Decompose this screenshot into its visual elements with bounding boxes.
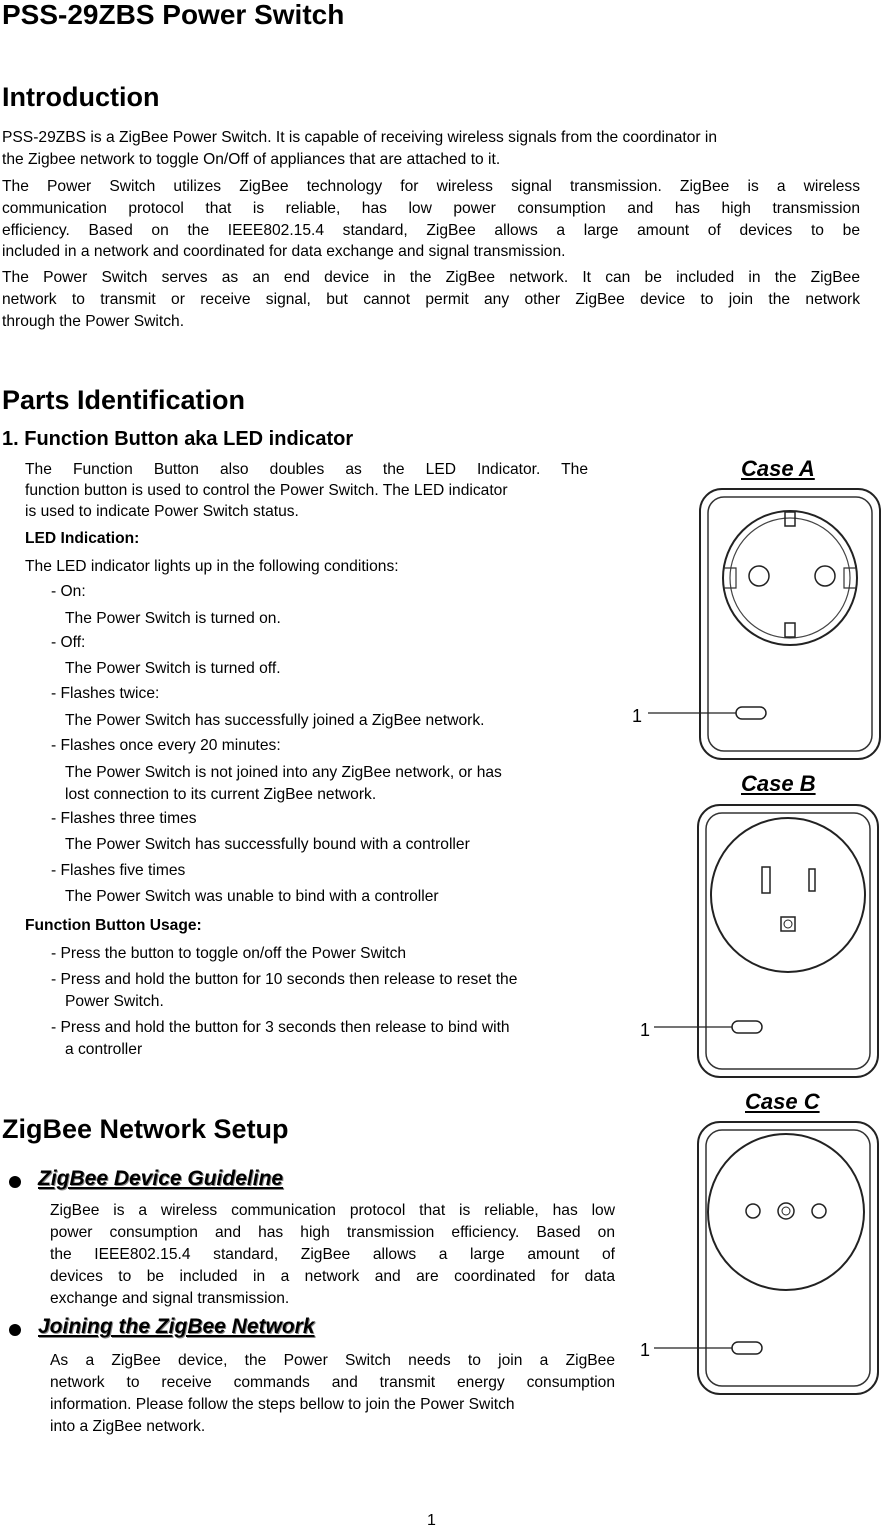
text-line: the Zigbee network to toggle On/Off of appliances that are attached to it.: [2, 151, 501, 168]
page-number: 1: [427, 1512, 436, 1529]
function-button-usage-heading: Function Button Usage:: [25, 917, 202, 934]
zigbee-setup-heading: ZigBee Network Setup: [2, 1114, 289, 1144]
text-line: efficiency. Based on the IEEE802.15.4 standard, ZigBee allows a large amount of devices to be: [2, 222, 860, 239]
led-condition-desc: The Power Switch is not joined into any ZigBee network, or has: [65, 764, 502, 781]
parts-heading: Parts Identification: [2, 385, 246, 415]
text-line: power consumption and has high transmission efficiency. Based on: [50, 1224, 615, 1241]
text-line: function button is used to control the Power Switch. The LED indicator: [25, 482, 508, 499]
joining-title: Joining the ZigBee Network: [38, 1315, 315, 1338]
led-condition-desc: lost connection to its current ZigBee network.: [65, 786, 377, 803]
text-line: As a ZigBee device, the Power Switch needs to join a ZigBee: [50, 1352, 615, 1369]
text-line: The Function Button also doubles as the LED Indicator. The: [25, 461, 588, 478]
guideline-title: ZigBee Device Guideline: [38, 1167, 284, 1190]
document-title: PSS-29ZBS Power Switch: [2, 0, 345, 30]
led-intro: The LED indicator lights up in the following conditions:: [25, 558, 399, 575]
led-condition-desc: The Power Switch has successfully bound with a controller: [65, 836, 470, 853]
text-line: communication protocol that is reliable, has low power consumption and has high transmission: [2, 200, 860, 217]
bullet-icon: [9, 1324, 21, 1336]
text-line: network to transmit or receive signal, but cannot permit any other ZigBee device to join the network: [2, 291, 860, 308]
led-condition-label: - Flashes once every 20 minutes:: [51, 737, 281, 754]
text-line: network to receive commands and transmit energy consumption: [50, 1374, 615, 1391]
case-c-callout: 1: [640, 1340, 651, 1360]
led-condition-label: - Off:: [51, 634, 86, 651]
case-b-label: Case B: [741, 771, 816, 796]
led-condition-label: - Flashes three times: [51, 810, 197, 827]
text-line: The Power Switch utilizes ZigBee technology for wireless signal transmission. ZigBee is a wireless: [2, 178, 860, 195]
led-condition-desc: The Power Switch is turned off.: [65, 660, 281, 677]
text-line: information. Please follow the steps bellow to join the Power Switch: [50, 1396, 515, 1413]
text-line: The Power Switch serves as an end device in the ZigBee network. It can be included in the ZigBee: [2, 269, 860, 286]
led-condition-desc: The Power Switch was unable to bind with a controller: [65, 888, 439, 905]
text-line: ZigBee is a wireless communication protocol that is reliable, has low: [50, 1202, 615, 1219]
led-condition-label: - Flashes five times: [51, 862, 186, 879]
led-condition-label: - On:: [51, 583, 86, 600]
text-line: through the Power Switch.: [2, 313, 185, 330]
case-c-socket-figure: [628, 1120, 882, 1396]
led-condition-desc: The Power Switch is turned on.: [65, 610, 281, 627]
led-indication-heading: LED Indication:: [25, 530, 140, 547]
usage-item-cont: a controller: [65, 1041, 143, 1058]
case-a-socket-figure: [628, 486, 882, 761]
text-line: exchange and signal transmission.: [50, 1290, 290, 1307]
usage-item: - Press the button to toggle on/off the Power Switch: [51, 945, 407, 962]
case-b-callout: 1: [640, 1020, 651, 1040]
usage-item-cont: Power Switch.: [65, 993, 164, 1010]
case-a-callout: 1: [632, 706, 643, 726]
text-line: devices to be included in a network and are coordinated for data: [50, 1268, 615, 1285]
usage-item: - Press and hold the button for 10 seconds then release to reset the: [51, 971, 518, 988]
text-line: into a ZigBee network.: [50, 1418, 206, 1435]
text-line: the IEEE802.15.4 standard, ZigBee allows a large amount of: [50, 1246, 615, 1263]
usage-item: - Press and hold the button for 3 seconds then release to bind with: [51, 1019, 510, 1036]
led-condition-desc: The Power Switch has successfully joined a ZigBee network.: [65, 712, 485, 729]
led-condition-label: - Flashes twice:: [51, 685, 160, 702]
text-line: is used to indicate Power Switch status.: [25, 503, 299, 520]
bullet-icon: [9, 1176, 21, 1188]
case-a-label: Case A: [741, 456, 815, 481]
text-line: included in a network and coordinated for data exchange and signal transmission.: [2, 243, 566, 260]
case-c-label: Case C: [745, 1089, 820, 1114]
case-b-socket-figure: [628, 803, 882, 1079]
intro-heading: Introduction: [2, 82, 160, 112]
text-line: PSS-29ZBS is a ZigBee Power Switch. It is capable of receiving wireless signals from the coordinator in: [2, 129, 718, 146]
parts-subheading: 1. Function Button aka LED indicator: [2, 428, 354, 450]
